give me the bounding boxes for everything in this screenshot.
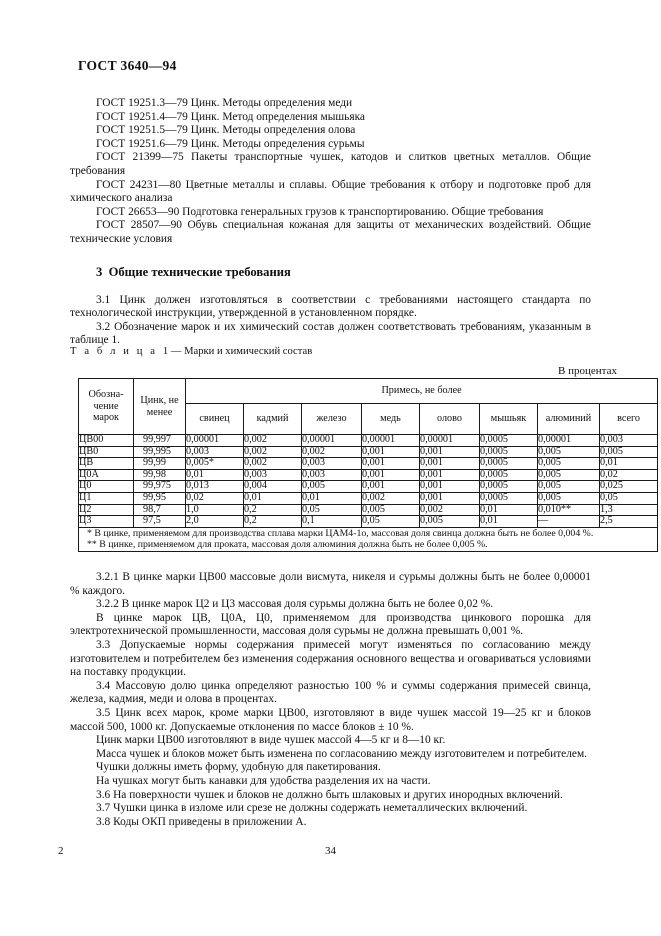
- cell-cadmium: 0,004: [244, 481, 302, 493]
- table-caption-row: [70, 346, 617, 357]
- cell-aluminium: 0,005: [538, 458, 600, 470]
- cell-aluminium: 0,005: [538, 492, 600, 504]
- table-header-row-1: [79, 379, 658, 404]
- paragraph-3-7: 3.7 Чушки цинка в изломе или срезе не должны содержать неметаллических включений.: [96, 802, 528, 815]
- cell-mark: ЦВ0: [79, 446, 134, 458]
- col-header-tin: олово: [420, 404, 480, 435]
- cell-cadmium: 0,002: [244, 435, 302, 447]
- col-header-total: всего: [600, 404, 658, 435]
- table-caption-number: 1: [162, 346, 169, 357]
- cell-iron: 0,003: [302, 458, 362, 470]
- cell-total: 0,02: [600, 469, 658, 481]
- section-number: 3: [96, 264, 103, 279]
- cell-total: 0,005: [600, 446, 658, 458]
- list-item: ГОСТ 24231—80 Цветные металлы и сплавы. Общие требования к отбору и подготовке проб для химического анализа: [70, 178, 591, 205]
- col-header-impurity-group: Примесь, не более: [186, 379, 658, 404]
- cell-total: 0,003: [600, 435, 658, 447]
- paragraph-3-4: 3.4 Массовую долю цинка определяют разностью 100 % и суммы содержания примесей свинца, железа, кадмия, меди и олова в процентах.: [70, 679, 591, 706]
- cell-lead: 0,02: [186, 492, 244, 504]
- col-header-marks-line2: чение: [93, 400, 119, 412]
- cell-mark: Ц3: [79, 516, 134, 528]
- cell-total: 1,3: [600, 504, 658, 516]
- cell-mark: Ц0: [79, 481, 134, 493]
- marks-composition-table-wrapper: [78, 378, 640, 552]
- section-title-text: Общие технические требования: [108, 264, 291, 279]
- table-caption: [70, 346, 617, 357]
- cell-tin: 0,001: [420, 469, 480, 481]
- cell-lead: 0,005*: [186, 458, 244, 470]
- cell-cadmium: 0,01: [244, 492, 302, 504]
- spacer: [70, 247, 591, 265]
- paragraph-cv00-ingots: Цинк марки ЦВ00 изготовляют в виде чушек массой 4—5 кг и 8—10 кг.: [96, 734, 446, 747]
- cell-mark: Ц2: [79, 504, 134, 516]
- list-item: ГОСТ 21399—75 Пакеты транспортные чушек, катодов и слитков цветных металлов. Общие требования: [70, 151, 591, 177]
- paragraph-3-3: 3.3 Допускаемые нормы содержания примесей могут изменяться по согласованию между изготовителем и потребителем без изменения содержания основного вещества и оговариваться условиями на поставку продукции.: [70, 638, 591, 679]
- paragraph-3-2-1: 3.2.1 В цинке марки ЦВ00 массовые доли висмута, никеля и сурьмы должны быть не более 0,00001 % каждого.: [70, 571, 591, 597]
- cell-cadmium: 0,003: [244, 469, 302, 481]
- spacer: [70, 280, 591, 294]
- table-row: [79, 435, 658, 447]
- cell-aluminium: 0,00001: [538, 435, 600, 447]
- col-header-marks-line3: марок: [92, 412, 120, 424]
- table-row: [79, 446, 658, 458]
- paragraph-mass-agreement: Масса чушек и блоков может быть изменена по согласованию между изготовителем и потребителем.: [96, 747, 588, 760]
- table-footnote-2: ** В цинке, применяемом для проката, массовая доля алюминия должна быть не более 0,005 %.: [87, 539, 488, 551]
- upper-content-block: [70, 97, 591, 348]
- footer-page-number-left: 2: [58, 845, 64, 857]
- list-item: ГОСТ 26653—90 Подготовка генеральных грузов к транспортированию. Общие требования: [96, 205, 544, 218]
- cell-tin: 0,001: [420, 446, 480, 458]
- list-item: ГОСТ 19251.3—79 Цинк. Методы определения меди: [96, 97, 353, 109]
- table-row: [79, 516, 658, 528]
- cell-arsenic: 0,0005: [480, 446, 538, 458]
- cell-mark: ЦВ: [79, 458, 134, 470]
- lower-content-block: [70, 571, 591, 829]
- footer-page-number-center: 34: [325, 845, 336, 857]
- cell-copper: 0,00001: [362, 435, 420, 447]
- table-notes-row: [79, 527, 658, 551]
- col-header-zinc: [134, 379, 186, 435]
- col-header-marks: [79, 379, 134, 435]
- cell-tin: 0,00001: [420, 435, 480, 447]
- paragraph-3-6: 3.6 На поверхности чушек и блоков не должно быть шлаковых и других инородных включений.: [96, 788, 563, 801]
- cell-cadmium: 0,002: [244, 458, 302, 470]
- cell-copper: 0,002: [362, 492, 420, 504]
- cell-copper: 0,05: [362, 516, 420, 528]
- cell-aluminium: 0,010**: [538, 504, 600, 516]
- cell-iron: 0,05: [302, 504, 362, 516]
- paragraph-3-5: 3.5 Цинк всех марок, кроме марки ЦВ00, изготовляют в виде чушек массой 19—25 кг и блоков массой 500, 1000 кг. Допускаемые отклонения по массе блоков ± 10 %.: [70, 706, 591, 733]
- table-footnote-1: * В цинке, применяемом для производства сплава марки ЦАМ4-1о, массовая доля свинца должна быть не более 0,004 %.: [87, 527, 594, 539]
- table-footnotes: [79, 527, 658, 551]
- cell-mark: Ц1: [79, 492, 134, 504]
- standard-number-header: ГОСТ 3640—94: [78, 58, 177, 73]
- table-row: [79, 469, 658, 481]
- cell-iron: 0,003: [302, 469, 362, 481]
- col-header-lead: свинец: [186, 404, 244, 435]
- cell-copper: 0,001: [362, 446, 420, 458]
- cell-cadmium: 0,002: [244, 446, 302, 458]
- cell-zinc: 99,995: [134, 446, 186, 458]
- cell-total: 0,05: [600, 492, 658, 504]
- cell-iron: 0,1: [302, 516, 362, 528]
- paragraph-3-2-2: 3.2.2 В цинке марок Ц2 и Ц3 массовая доля сурьмы должна быть не более 0,02 %.: [96, 598, 494, 611]
- list-item: ГОСТ 19251.5—79 Цинк. Методы определения олова: [96, 124, 356, 137]
- marks-composition-table: [78, 378, 658, 552]
- cell-lead: 1,0: [186, 504, 244, 516]
- cell-total: 0,01: [600, 458, 658, 470]
- table-row: [79, 481, 658, 493]
- col-header-zinc-line2: менее: [146, 406, 173, 418]
- table-units-row: [70, 365, 617, 377]
- cell-tin: 0,002: [420, 504, 480, 516]
- cell-tin: 0,001: [420, 492, 480, 504]
- cell-zinc: 99,975: [134, 481, 186, 493]
- section-heading: [70, 265, 591, 280]
- cell-arsenic: 0,01: [480, 516, 538, 528]
- cell-iron: 0,00001: [302, 435, 362, 447]
- cell-arsenic: 0,0005: [480, 435, 538, 447]
- table-row: [79, 504, 658, 516]
- cell-lead: 0,003: [186, 446, 244, 458]
- cell-zinc: 98,7: [134, 504, 186, 516]
- cell-lead: 0,00001: [186, 435, 244, 447]
- list-item: ГОСТ 19251.6—79 Цинк. Методы определения сурьмы: [96, 137, 365, 150]
- cell-tin: 0,001: [420, 458, 480, 470]
- paragraph-3-8: 3.8 Коды ОКП приведены в приложении А.: [96, 815, 307, 828]
- cell-tin: 0,005: [420, 516, 480, 528]
- paragraph-3-2: 3.2 Обозначение марок и их химический состав должен соответствовать требованиям, указанным в таблице 1.: [70, 320, 591, 347]
- paragraph-ingot-grooves: На чушках могут быть канавки для удобства разделения их на части.: [96, 774, 431, 787]
- cell-arsenic: 0,0005: [480, 469, 538, 481]
- cell-iron: 0,005: [302, 481, 362, 493]
- referenced-standards-list: [70, 97, 591, 247]
- col-header-cadmium: кадмий: [244, 404, 302, 435]
- col-header-copper: медь: [362, 404, 420, 435]
- cell-copper: 0,001: [362, 481, 420, 493]
- cell-aluminium: 0,005: [538, 446, 600, 458]
- list-item: ГОСТ 19251.4—79 Цинк. Метод определения мышьяка: [96, 110, 365, 123]
- cell-tin: 0,001: [420, 481, 480, 493]
- paragraph-zinc-powder: В цинке марок ЦВ, Ц0А, Ц0, применяемом для производства цинкового порошка для электротехнической промышленности, массовая доля сурьмы не должна превышать 0,001 %.: [70, 611, 591, 638]
- table-caption-title: Марки и химический состав: [184, 346, 313, 357]
- cell-zinc: 99,98: [134, 469, 186, 481]
- cell-arsenic: 0,01: [480, 504, 538, 516]
- cell-arsenic: 0,0005: [480, 492, 538, 504]
- cell-zinc: 99,997: [134, 435, 186, 447]
- cell-zinc: 97,5: [134, 516, 186, 528]
- paragraph-ingot-shape: Чушки должны иметь форму, удобную для пакетирования.: [96, 761, 381, 774]
- cell-lead: 0,013: [186, 481, 244, 493]
- col-header-zinc-line1: Цинк, не: [140, 395, 179, 407]
- paragraph-3-1: 3.1 Цинк должен изготовляться в соответствии с требованиями настоящего стандарта по технологической инструкции, утвержденной в установленном порядке.: [70, 293, 591, 320]
- cell-cadmium: 0,2: [244, 504, 302, 516]
- cell-copper: 0,001: [362, 458, 420, 470]
- cell-total: 0,025: [600, 481, 658, 493]
- table-head: [79, 379, 658, 435]
- col-header-aluminium: алюминий: [538, 404, 600, 435]
- cell-arsenic: 0,0005: [480, 458, 538, 470]
- list-item: ГОСТ 28507—90 Обувь специальная кожаная для защиты от механических воздействий. Общие технические условия: [70, 219, 591, 245]
- cell-copper: 0,001: [362, 469, 420, 481]
- table-caption-label: Т а б л и ц а: [70, 346, 158, 357]
- cell-total: 2,5: [600, 516, 658, 528]
- col-header-marks-line1: Обозна-: [88, 389, 124, 401]
- cell-iron: 0,002: [302, 446, 362, 458]
- table-body: [79, 435, 658, 552]
- table-units-note: В процентах: [558, 365, 617, 377]
- cell-aluminium: 0,005: [538, 481, 600, 493]
- cell-lead: 0,01: [186, 469, 244, 481]
- cell-iron: 0,01: [302, 492, 362, 504]
- cell-aluminium: 0,005: [538, 469, 600, 481]
- table-row: [79, 492, 658, 504]
- cell-aluminium: —: [538, 516, 600, 528]
- col-header-iron: железо: [302, 404, 362, 435]
- cell-copper: 0,005: [362, 504, 420, 516]
- cell-mark: Ц0А: [79, 469, 134, 481]
- cell-lead: 2,0: [186, 516, 244, 528]
- table-caption-dash: —: [170, 346, 182, 357]
- cell-zinc: 99,95: [134, 492, 186, 504]
- cell-mark: ЦВ00: [79, 435, 134, 447]
- cell-cadmium: 0,2: [244, 516, 302, 528]
- cell-arsenic: 0,0005: [480, 481, 538, 493]
- cell-zinc: 99,99: [134, 458, 186, 470]
- table-row: [79, 458, 658, 470]
- col-header-arsenic: мышьяк: [480, 404, 538, 435]
